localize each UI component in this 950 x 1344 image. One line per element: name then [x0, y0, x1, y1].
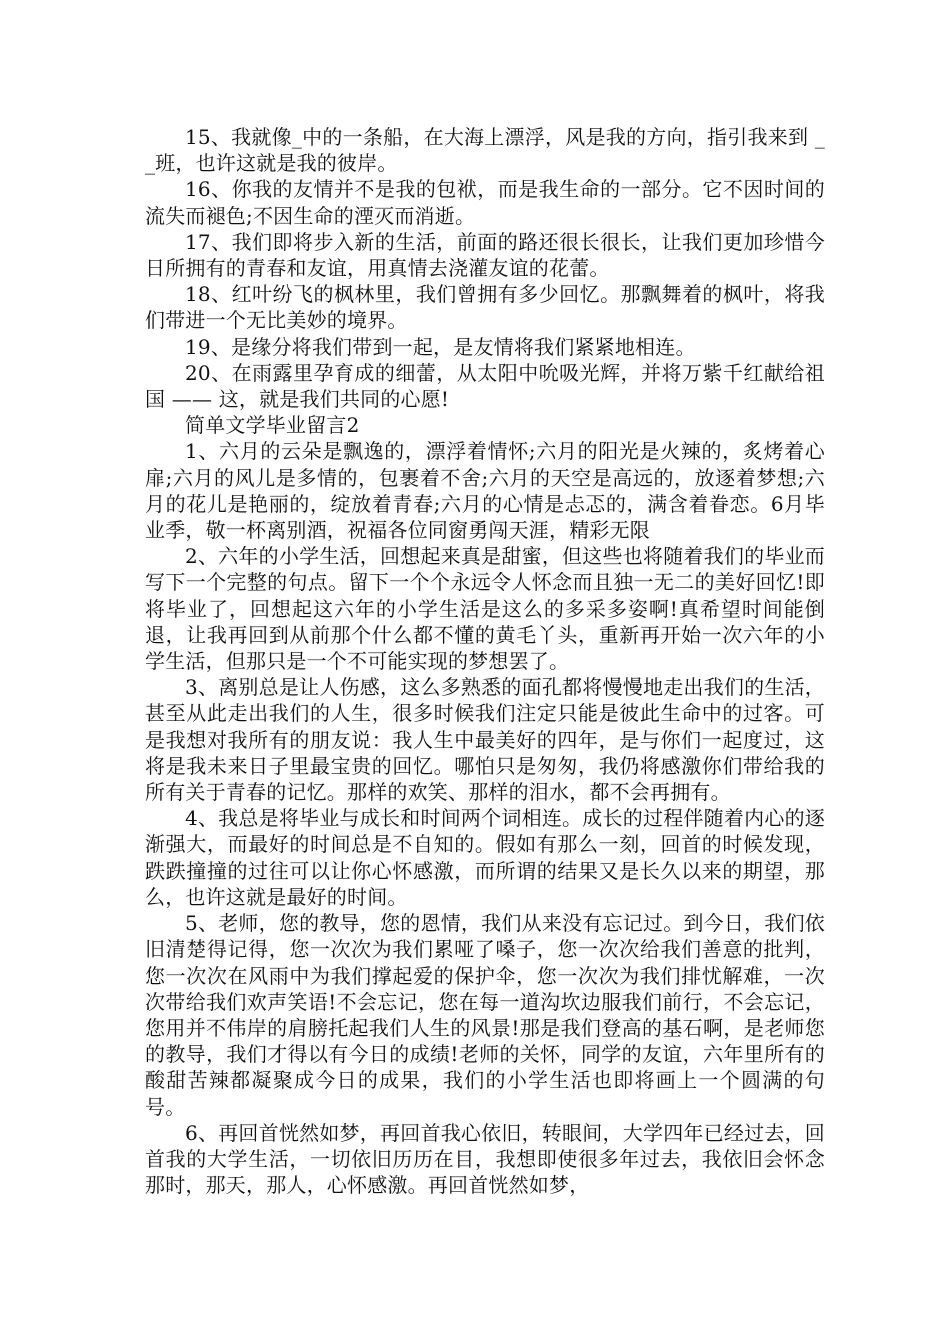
paragraph-15: 15、我就像_中的一条船，在大海上漂浮，风是我的方向，指引我来到 __班，也许这就是我的彼岸。: [145, 125, 825, 176]
paragraph-s2-6: 6、再回首恍然如梦，再回首我心依旧，转眼间，大学四年已经过去，回首我的大学生活，一切依旧历历在目，我想即使很多年过去，我依旧会怀念那时，那天，那人，心怀感激。再回首恍然如梦，: [145, 1120, 825, 1198]
paragraph-16: 16、你我的友情并不是我的包袱，而是我生命的一部分。它不因时间的流失而褪色;不因生命的湮灭而消逝。: [145, 177, 825, 228]
paragraph-s2-2: 2、六年的小学生活，回想起来真是甜蜜，但这些也将随着我们的毕业而写下一个完整的句点。留下一个个永远令人怀念而且独一无二的美好回忆!即将毕业了，回想起这六年的小学生活是这么的多采多姿啊!真希望时间能倒退，让我再回到从前那个什么都不懂的黄毛丫头，重新再开始一次六年的小学生活，但那只是一个不可能实现的梦想罢了。: [145, 544, 825, 674]
paragraph-20: 20、在雨露里孕育成的细蕾，从太阳中吮吸光辉，并将万紫千红献给祖国 —— 这，就是我们共同的心愿!: [145, 360, 825, 412]
paragraph-17: 17、我们即将步入新的生活，前面的路还很长很长，让我们更加珍惜今日所拥有的青春和友谊，用真情去浇灌友谊的花蕾。: [145, 229, 825, 281]
document-page: [145, 124, 825, 1198]
section-heading: 简单文学毕业留言2: [185, 413, 360, 438]
paragraph-19: 19、是缘分将我们带到一起，是友情将我们紧紧地相连。: [185, 334, 696, 359]
paragraph-s2-1: 1、六月的云朵是飘逸的，漂浮着情怀;六月的阳光是火辣的，炙烤着心扉;六月的风儿是多情的，包裹着不舍;六月的天空是高远的，放逐着梦想;六月的花儿是艳丽的，绽放着青春;六月的心情是忐忑的，满含着眷恋。6月毕业季，敬一杯离别酒，祝福各位同窗勇闯天涯，精彩无限: [145, 439, 825, 543]
paragraph-s2-3: 3、离别总是让人伤感，这么多熟悉的面孔都将慢慢地走出我们的生活，甚至从此走出我们的人生，很多时候我们注定只能是彼此生命中的过客。可是我想对我所有的朋友说：我人生中最美好的四年，是与你们一起度过，这将是我未来日子里最宝贵的回忆。哪怕只是匆匆，我仍将感激你们带给我的所有关于青春的记忆。那样的欢笑、那样的泪水，都不会再拥有。: [145, 675, 825, 805]
paragraph-s2-4: 4、我总是将毕业与成长和时间两个词相连。成长的过程伴随着内心的逐渐强大，而最好的时间总是不自知的。假如有那么一刻，回首的时候发现，跌跌撞撞的过往可以让你心怀感激，而所谓的结果又是长久以来的期望，那么，也许这就是最好的时间。: [145, 806, 825, 909]
paragraph-18: 18、红叶纷飞的枫林里，我们曾拥有多少回忆。那飘舞着的枫叶，将我们带进一个无比美妙的境界。: [145, 282, 825, 333]
paragraph-s2-5: 5、老师，您的教导，您的恩情，我们从来没有忘记过。到今日，我们依旧清楚得记得，您一次次为我们累哑了嗓子，您一次次给我们善意的批判，您一次次在风雨中为我们撑起爱的保护伞，您一次次为我们排忧解难，一次次带给我们欢声笑语!不会忘记，您在每一道沟坎边服我们前行，不会忘记，您用并不伟岸的肩膀托起我们人生的风景!那是我们登高的基石啊，是老师您的教导，我们才得以有今日的成绩!老师的关怀，同学的友谊，六年里所有的酸甜苦辣都凝聚成今日的成果，我们的小学生活也即将画上一个圆满的句号。: [145, 911, 825, 1119]
